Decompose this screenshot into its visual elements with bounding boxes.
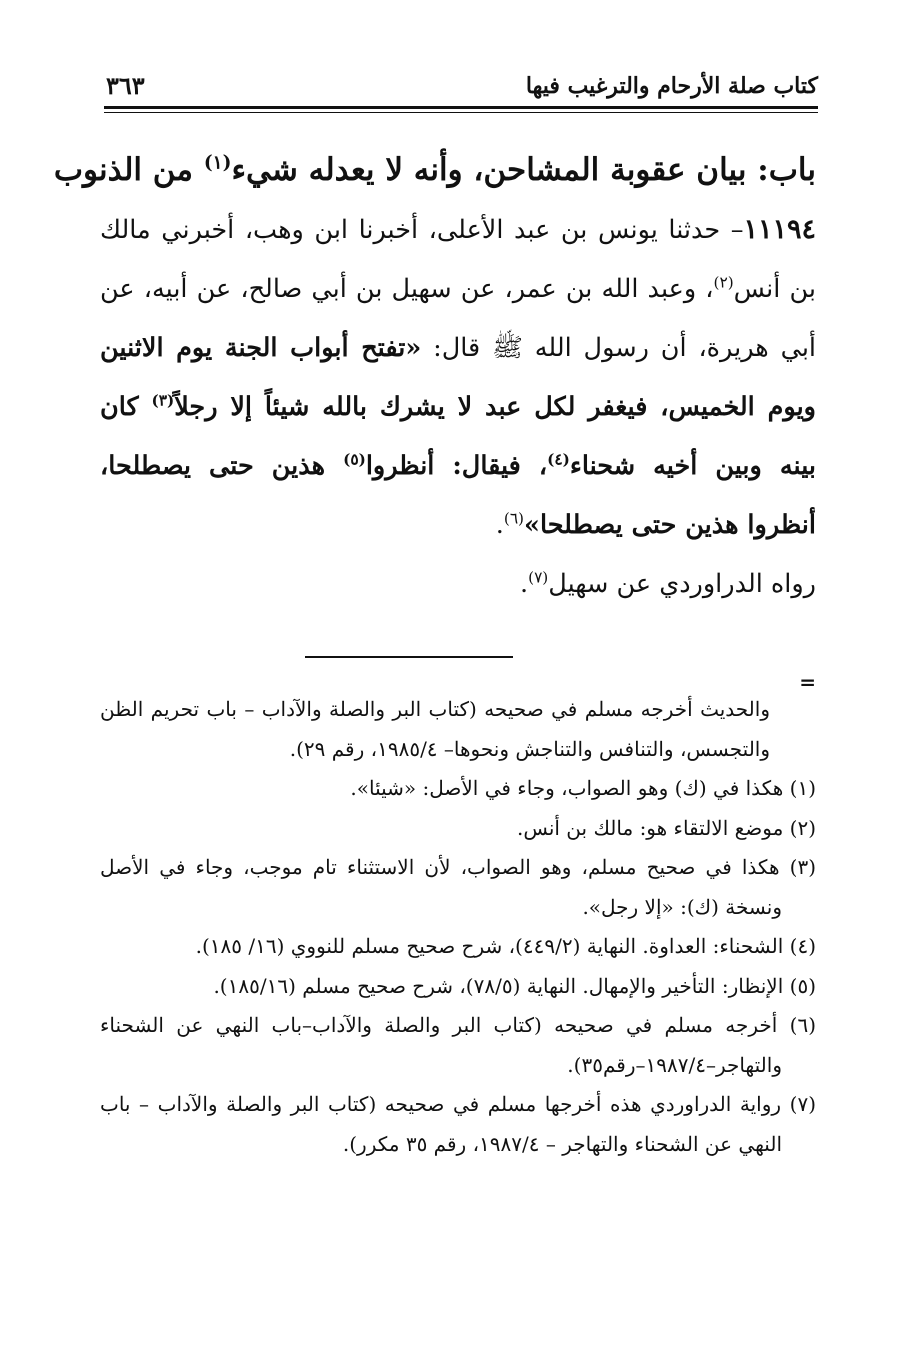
footnote-continued: والحديث أخرجه مسلم في صحيحه (كتاب البر والصلة والآداب – باب تحريم الظن والتجسس، والتنافس والتناجش ونحوها– ١٩٨٥/٤، رقم ٢٩). xyxy=(100,697,770,761)
chapter-title-end: من الذنوب xyxy=(53,152,194,188)
hadith-end: . xyxy=(495,510,504,540)
footnote-1: (١) هكذا في (ك) وهو الصواب، وجاء في الأصل: «شيئا». xyxy=(350,776,816,800)
footnotes xyxy=(100,690,816,1164)
page-header xyxy=(104,70,818,102)
footnote-ref-2[interactable]: (٢) xyxy=(713,273,734,292)
footnote-ref-4[interactable]: (٤) xyxy=(547,450,570,469)
chapter-heading xyxy=(53,140,816,200)
narration-line xyxy=(100,555,816,614)
footnote-2: (٢) موضع الالتقاء هو: مالك بن أنس. xyxy=(516,815,816,840)
footnote-4: (٤) الشحناء: العداوة. النهاية (٤٤٩/٢)، شرح صحيح مسلم للنووي (١٦/ ١٨٥). xyxy=(195,934,816,958)
hadith-quote-3: ، فيقال: أنظروا xyxy=(365,451,548,481)
narration-end: . xyxy=(520,569,529,599)
header-rule-thick xyxy=(104,106,818,109)
running-title: كتاب صلة الأرحام والترغيب فيها xyxy=(525,73,818,99)
footnote-ref-3[interactable]: (٣) xyxy=(151,391,175,410)
footnote-ref-1[interactable]: (١) xyxy=(203,152,232,174)
narration-text: رواه الدراوردي عن سهيل xyxy=(548,569,816,599)
footnote-3: (٣) هكذا في صحيح مسلم، وهو الصواب، لأن الاستثناء تام موجب، وجاء في الأصل ونسخة (ك): «إلا رجل». xyxy=(100,855,816,919)
footnote-separator xyxy=(305,656,513,658)
header-rule-thin xyxy=(104,112,818,113)
hadith-number: ١١١٩٤ xyxy=(743,214,816,245)
chapter-title: باب: بيان عقوبة المشاحن، وأنه لا يعدله شيء xyxy=(231,152,816,188)
footnote-7: (٧) رواية الدراوردي هذه أخرجها مسلم في صحيحه (كتاب البر والصلة والآداب – باب النهي عن الشحناء والتهاجر – ١٩٨٧/٤، رقم ٣٥ مكرر). xyxy=(100,1092,816,1156)
hadith-quote-1: «تفتح أبواب الجنة يوم الاثنين ويوم الخميس، فيغفر لكل عبد لا يشرك بالله شيئاً إلا رجلاً xyxy=(100,333,816,422)
footnote-ref-6[interactable]: (٦) xyxy=(503,509,524,528)
continued-mark: = xyxy=(799,670,816,694)
page-number: ٣٦٣ xyxy=(106,71,145,100)
hadith-paragraph xyxy=(100,200,816,614)
hadith-chain-2: ، وعبد الله بن عمر، عن سهيل بن أبي صالح، عن أبيه، عن أبي هريرة، أن رسول الله ﷺ قال: xyxy=(100,274,816,363)
hadith-quote-4: هذين حتى يصطلحا، أنظروا هذين حتى يصطلحا» xyxy=(100,451,816,540)
footnote-5: (٥) الإنظار: التأخير والإمهال. النهاية (٧٨/٥)، شرح صحيح مسلم (١٨٥/١٦). xyxy=(213,973,816,998)
footnote-6: (٦) أخرجه مسلم في صحيحه (كتاب البر والصلة والآداب–باب النهي عن الشحناء والتهاجر–١٩٨٧/٤–رقم٣٥). xyxy=(100,1013,816,1077)
footnote-ref-5[interactable]: (٥) xyxy=(343,450,366,469)
hadith-chain-1: – حدثنا يونس بن عبد الأعلى، أخبرنا ابن وهب، أخبرني مالك بن أنس xyxy=(100,215,816,304)
footnote-ref-7[interactable]: (٧) xyxy=(528,568,549,587)
hadith-quote-2: كان بينه وبين أخيه شحناء xyxy=(100,392,816,481)
